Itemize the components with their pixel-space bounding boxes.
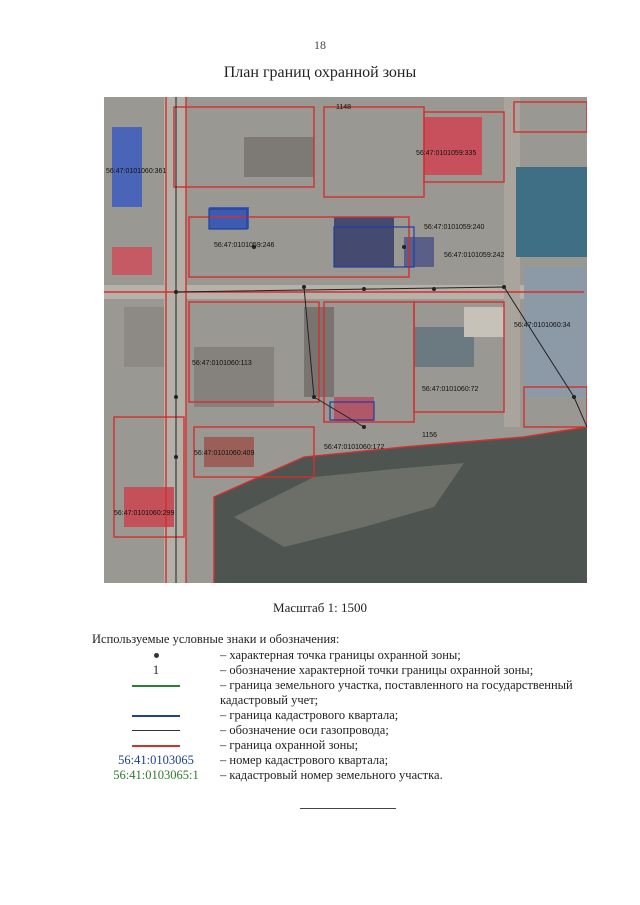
legend-row	[92, 648, 612, 663]
page-title: План границ охранной зоны	[223, 64, 417, 81]
legend-text: – граница земельного участка, поставленного на государственный кадастровый учет;	[220, 678, 573, 707]
legend-text: – обозначение характерной точки границы охранной зоны;	[220, 663, 534, 677]
legend-row	[92, 663, 612, 678]
map-label: 56:47:0101059:242	[444, 252, 505, 259]
map-label: 56:47:0101060:409	[194, 450, 255, 457]
map-label: 56:47:0101060:34	[514, 322, 571, 329]
map-label: 56:47:0101059:240	[424, 224, 485, 231]
blue-line-icon	[132, 715, 180, 717]
legend-symbol: 1	[152, 663, 160, 677]
legend-text: – номер кадастрового квартала;	[220, 753, 389, 767]
legend-symbol	[92, 708, 220, 723]
legend-text: – кадастровый номер земельного участка.	[220, 768, 443, 782]
map-label: 1148	[336, 104, 352, 111]
legend-row	[92, 678, 612, 708]
map-label: 56:47:0101060:113	[192, 360, 252, 367]
green-line-icon	[132, 685, 180, 687]
map-label: 56:47:0101060:299	[114, 510, 175, 517]
legend-symbol: 56:41:0103065	[118, 753, 194, 767]
aerial-map	[104, 97, 587, 583]
footer-divider	[300, 808, 396, 809]
legend-symbol	[92, 678, 220, 693]
scale-label: Масштаб 1: 1500	[273, 600, 367, 615]
legend-symbol: 56:41:0103065:1	[113, 768, 199, 782]
legend-text: – граница кадастрового квартала;	[220, 708, 399, 722]
map-canvas	[104, 97, 587, 583]
legend-row	[92, 738, 612, 753]
map-label: 56:47:0101060:172	[324, 444, 385, 451]
legend-row	[92, 753, 612, 768]
legend-text: – характерная точка границы охранной зоны;	[220, 648, 461, 662]
legend-symbol	[92, 648, 220, 663]
legend-text: – обозначение оси газопровода;	[220, 723, 389, 737]
legend	[92, 648, 612, 783]
red-line-icon	[132, 745, 180, 747]
legend-title: Используемые условные знаки и обозначения:	[92, 632, 340, 646]
legend-symbol	[92, 723, 220, 738]
map-label: 56:47:0101059:335	[416, 150, 477, 157]
black-line-icon	[132, 730, 180, 731]
legend-row	[92, 723, 612, 738]
map-label: 56:47:0101060:361	[106, 168, 167, 175]
legend-text: – граница охранной зоны;	[220, 738, 359, 752]
legend-symbol	[92, 738, 220, 753]
map-label: 1156	[422, 432, 438, 439]
legend-row	[92, 768, 612, 783]
map-label: 56:47:0101059:246	[214, 242, 275, 249]
legend-row	[92, 708, 612, 723]
page-number: 18	[314, 38, 326, 52]
map-label: 56:47:0101060:72	[422, 386, 479, 393]
point-dot-icon	[154, 653, 159, 658]
